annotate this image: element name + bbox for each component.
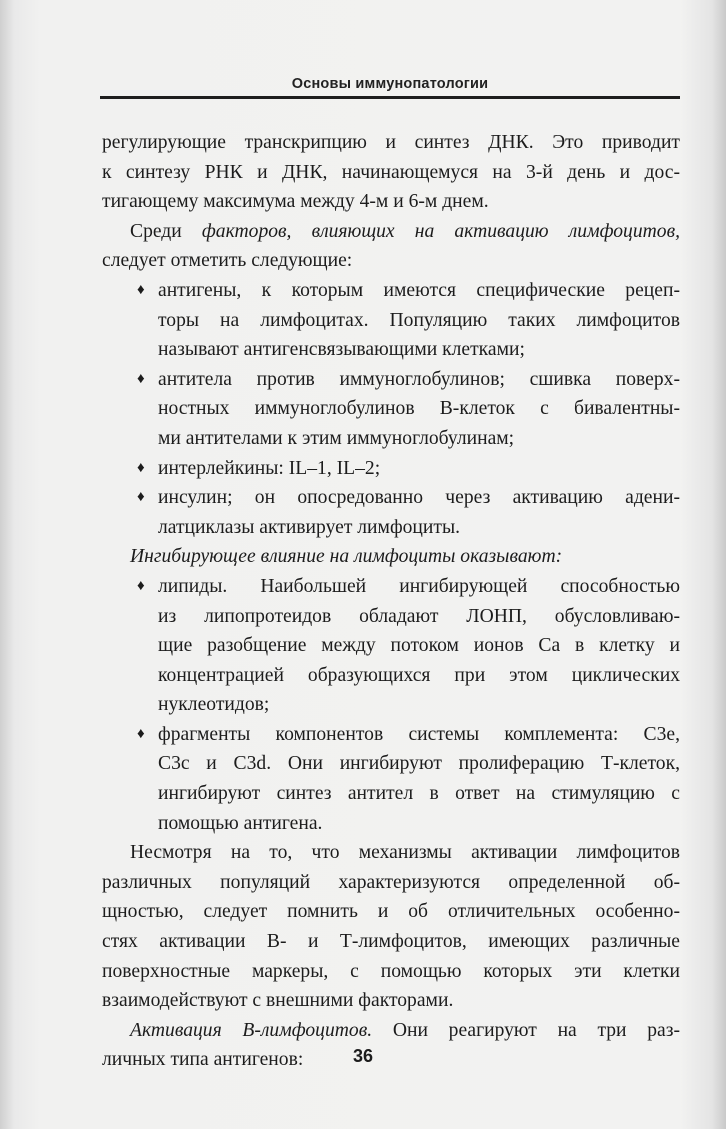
diamond-bullet-icon: ♦ <box>137 577 145 594</box>
text-span: Они реагируют на три раз- <box>372 1019 680 1041</box>
header-rule <box>100 96 680 99</box>
text-line: интерлейкины: IL–1, IL–2; <box>158 457 381 479</box>
text-line: ми антителами к этим иммуноглобулинам; <box>158 427 515 449</box>
paragraph-2-line2: следует отметить следующие: <box>102 250 353 272</box>
text-line: антигены, к которым имеются специфические рецеп- <box>158 279 680 301</box>
list-item <box>102 365 680 454</box>
text-line: ностных иммуноглобулинов В-клеток с бивалентны- <box>158 398 680 420</box>
running-title: Основы иммунопатологии <box>291 76 489 92</box>
text-line: торы на лимфоцитах. Популяцию таких лимфоцитов <box>158 309 680 331</box>
text-line: поверхностные маркеры, с помощью которых эти клетки <box>102 960 680 982</box>
text-line: к синтезу РНК и ДНК, начинающемуся на 3-й день и дос- <box>102 161 680 183</box>
diamond-bullet-icon: ♦ <box>137 459 145 476</box>
paragraph-2 <box>102 217 680 247</box>
text-line: регулирующие транскрипцию и синтез ДНК. Это приводит <box>102 132 680 153</box>
text-line: ингибируют синтез антител в ответ на стимуляцию с <box>158 783 680 805</box>
text-line: из липопротеидов обладают ЛОНП, обусловливаю- <box>158 605 680 627</box>
text-line: инсулин; он опосредованно через активацию адени- <box>158 487 680 509</box>
text-line: помощью антигена. <box>158 812 323 834</box>
text-line: антитела против иммуноглобулинов; сшивка поверх- <box>158 368 680 390</box>
body-text <box>102 128 680 1075</box>
diamond-bullet-icon: ♦ <box>137 281 145 298</box>
text-line: тигающему максимума между 4-м и 6-м днем. <box>102 191 489 213</box>
text-line: щие разобщение между потоком ионов Са в клетку и <box>158 635 680 657</box>
paragraph-3 <box>102 838 680 1016</box>
paragraph-1 <box>102 128 680 217</box>
list-item <box>102 572 680 720</box>
text-line: С3с и С3d. Они ингибируют пролиферацию Т-клеток, <box>158 753 680 775</box>
inhibit-heading: Ингибирующее влияние на лимфоциты оказывают: <box>130 546 563 568</box>
text-line: различных популяций характеризуются определенной об- <box>102 871 680 893</box>
diamond-bullet-icon: ♦ <box>137 370 145 387</box>
list-item <box>102 720 680 838</box>
text-line: нуклеотидов; <box>158 694 270 716</box>
diamond-bullet-icon: ♦ <box>137 489 145 506</box>
text-line: называют антигенсвязывающими клетками; <box>158 339 525 361</box>
text-line: латциклазы активирует лимфоциты. <box>158 516 461 538</box>
list-item <box>102 483 680 542</box>
diamond-bullet-icon: ♦ <box>137 725 145 742</box>
paragraph-4-line2: личных типа антигенов: <box>102 1049 304 1071</box>
activation-factors-list <box>102 276 680 542</box>
text-line: Несмотря на то, что механизмы активации лимфоцитов <box>130 842 680 864</box>
paragraph-4 <box>102 1016 680 1046</box>
text-line: липиды. Наибольшей ингибирующей способностью <box>158 575 680 597</box>
text-line: щностью, следует помнить и об отличительных особенно- <box>102 901 680 923</box>
list-item <box>102 454 680 484</box>
inhibiting-factors-list <box>102 572 680 838</box>
text-line: фрагменты компонентов системы комплемента: С3е, <box>158 723 680 745</box>
list-item <box>102 276 680 365</box>
text-line: концентрацией образующихся при этом циклических <box>158 664 680 686</box>
text-line: взаимодействуют с внешними факторами. <box>102 990 454 1012</box>
text-line: стях активации В- и Т-лимфоцитов, имеющих различные <box>102 931 680 953</box>
text-span: Среди <box>130 220 202 242</box>
italic-phrase: Активация В-лимфоцитов. <box>130 1019 373 1041</box>
page-number: 36 <box>352 1046 374 1066</box>
italic-phrase: факторов, влияющих на активацию лимфоцитов, <box>201 220 680 242</box>
